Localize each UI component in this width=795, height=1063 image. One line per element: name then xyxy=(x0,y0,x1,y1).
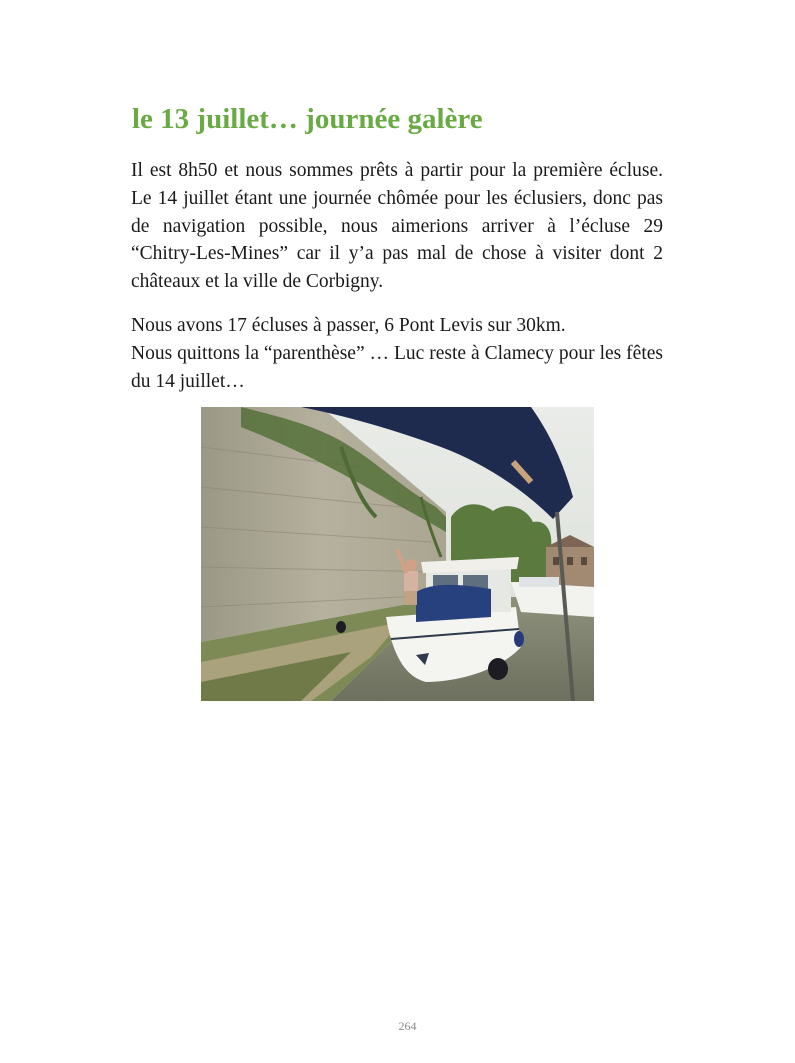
canal-boat-photo xyxy=(201,407,594,701)
paragraph-locks-line1: Nous avons 17 écluses à passer, 6 Pont Levis sur 30km. xyxy=(131,315,566,336)
paragraph-locks xyxy=(131,312,663,395)
page-number: 264 xyxy=(398,1019,417,1033)
paragraph-intro: Il est 8h50 et nous sommes prêts à partir pour la première écluse. Le 14 juillet étant une journée chômée pour les éclusiers, donc pas de navigation possible, nous aimerions arriver à l’écluse 29 “Chitry-Les-Mines” car il y’a pas mal de chose à visiter dont 2 châteaux et la ville de Corbigny. xyxy=(131,160,663,293)
paragraph-locks-line2: Nous quittons la “parenthèse” … Luc reste à Clamecy pour les fêtes du 14 juillet… xyxy=(131,342,663,392)
page-title: le 13 juillet… journée galère xyxy=(132,103,483,135)
canal-boat-illustration xyxy=(201,407,594,701)
